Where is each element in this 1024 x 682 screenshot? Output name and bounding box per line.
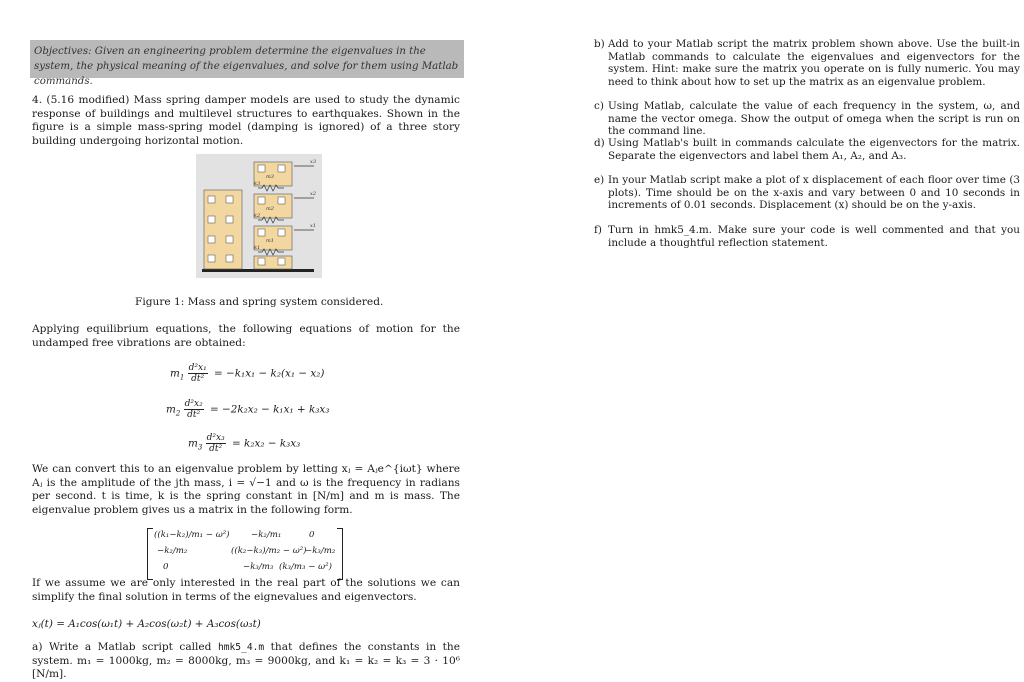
- part-a-text-post: that defines the constants in the system. m₁ = 1000kg, m₂ = 8000kg, m₃ = 9000kg, and k₁ = k₂ = k₃ = 3 · 10⁶ [N/m].: [32, 641, 461, 680]
- part-b-text: Add to your Matlab script the matrix problem shown above. Use the built-in Matlab commands to calculate the eigenvalues and eigenvectors for the system. Hint: make sure the matrix you operate on is fully numeric. You may need to think about how to set up the matrix as an eigenvalue problem.: [608, 38, 1020, 88]
- label-m2: m2: [266, 206, 274, 212]
- label-x3: x3: [310, 159, 317, 165]
- real-part-text: If we assume we are only interested in the real part of the solutions we can simplify the final solution in terms of the eignevalues and eigenvectors.: [32, 577, 460, 603]
- part-e-label: e): [594, 174, 605, 186]
- label-m3: m3: [266, 174, 274, 180]
- matrix-cell-r1c2: −k₂/m₁: [251, 530, 282, 540]
- part-f-text: Turn in hmk5_4.m. Make sure your code is well commented and that you include a thoughtful reflection statement.: [608, 224, 1020, 249]
- label-k3: k3: [254, 181, 261, 187]
- matrix-cell-r2c3: −k₃/m₂: [305, 546, 336, 556]
- figure-caption: Figure 1: Mass and spring system considered.: [135, 296, 384, 308]
- label-m1: m1: [266, 238, 274, 244]
- eigen-matrix: [147, 528, 343, 578]
- matrix-cell-r3c2: −k₃/m₃: [243, 562, 274, 572]
- label-k1: k1: [254, 245, 261, 251]
- objectives-text: Objectives: Given an engineering problem determine the eigenvalues in the system, the physical meaning of the eigenvalues, and solve for them using Matlab commands.: [34, 46, 459, 87]
- part-f: [594, 224, 1020, 249]
- matrix-cell-r2c1: −k₂/m₂: [157, 546, 188, 556]
- part-a-code: hmk5_4.m: [217, 642, 265, 653]
- equilibrium-text: Applying equilibrium equations, the following equations of motion for the undamped free vibrations are obtained:: [32, 323, 460, 349]
- equation-2: $m_2$ $\frac{\text{d²x₂}}{\text{dt²}}$ = −2k₂x₂ − k₁x₁ + k₃x₃: [166, 399, 330, 420]
- matrix-cell-r3c1: 0: [163, 562, 169, 572]
- objectives-box: [30, 40, 464, 87]
- part-c-label: c): [594, 100, 604, 112]
- part-c: [594, 100, 1020, 138]
- part-e: [594, 174, 1020, 212]
- part-f-label: f): [594, 224, 602, 236]
- matrix-cell-r3c3: (k₃/m₃ − ω²): [279, 562, 332, 572]
- label-x2: x2: [310, 191, 317, 197]
- part-b: [594, 38, 1020, 88]
- building-figure: [196, 154, 322, 278]
- part-a: [32, 641, 460, 682]
- part-e-text: In your Matlab script make a plot of x displacement of each floor over time (3 plots). Time should be on the x-axis and vary between 0 and 10 seconds in increments of 0.01 seconds. Displacement (x) should be on the y-axis.: [608, 174, 1020, 212]
- matrix-cell-r1c3: 0: [309, 530, 315, 540]
- matrix-cell-r1c1: ((k₁−k₂)/m₁ − ω²): [154, 530, 230, 540]
- part-c-text: Using Matlab, calculate the value of each frequency in the system, ω, and name the vector omega. Show the output of omega when the script is run on the command line.: [608, 100, 1020, 138]
- part-b-label: b): [594, 38, 605, 50]
- solution-equation: xⱼ(t) = A₁cos(ω₁t) + A₂cos(ω₂t) + A₃cos(ω₃t): [32, 618, 261, 630]
- eigenvalue-text: We can convert this to an eigenvalue problem by letting xⱼ = Aⱼe^{iωt} where Aⱼ is the amplitude of the jth mass, i = √−1 and ω is the frequency in radians per second. t is time, k is the spring constant in [N/m] and m is mass. The eigenvalue problem gives us a matrix in the following form.: [32, 463, 460, 516]
- problem-intro: 4. (5.16 modified) Mass spring damper models are used to study the dynamic response of buildings and multilevel structures to earthquakes. Shown in the figure is a simple mass-spring model (damping is ignored) of a three story building undergoing horizontal motion.: [32, 94, 460, 147]
- label-x1: x1: [310, 223, 317, 229]
- part-d: [594, 137, 1020, 162]
- equation-1: $m_1$ $\frac{\text{d²x₁}}{\text{dt²}}$ = −k₁x₁ − k₂(x₁ − x₂): [170, 363, 325, 384]
- part-d-text: Using Matlab's built in commands calculate the eigenvectors for the matrix. Separate the eigenvectors and label them A₁, A₂, and A₃.: [608, 137, 1020, 162]
- equation-3: $m_3$ $\frac{\text{d²x₃}}{\text{dt²}}$ = k₂x₂ − k₃x₃: [188, 433, 301, 454]
- matrix-cell-r2c2: ((k₂−k₃)/m₂ − ω²): [231, 546, 307, 556]
- part-d-label: d): [594, 137, 605, 149]
- label-k2: k2: [254, 213, 261, 219]
- part-a-text-pre: Write a Matlab script called: [48, 641, 218, 653]
- building-diagram: [196, 154, 322, 278]
- part-a-label: a): [32, 641, 43, 653]
